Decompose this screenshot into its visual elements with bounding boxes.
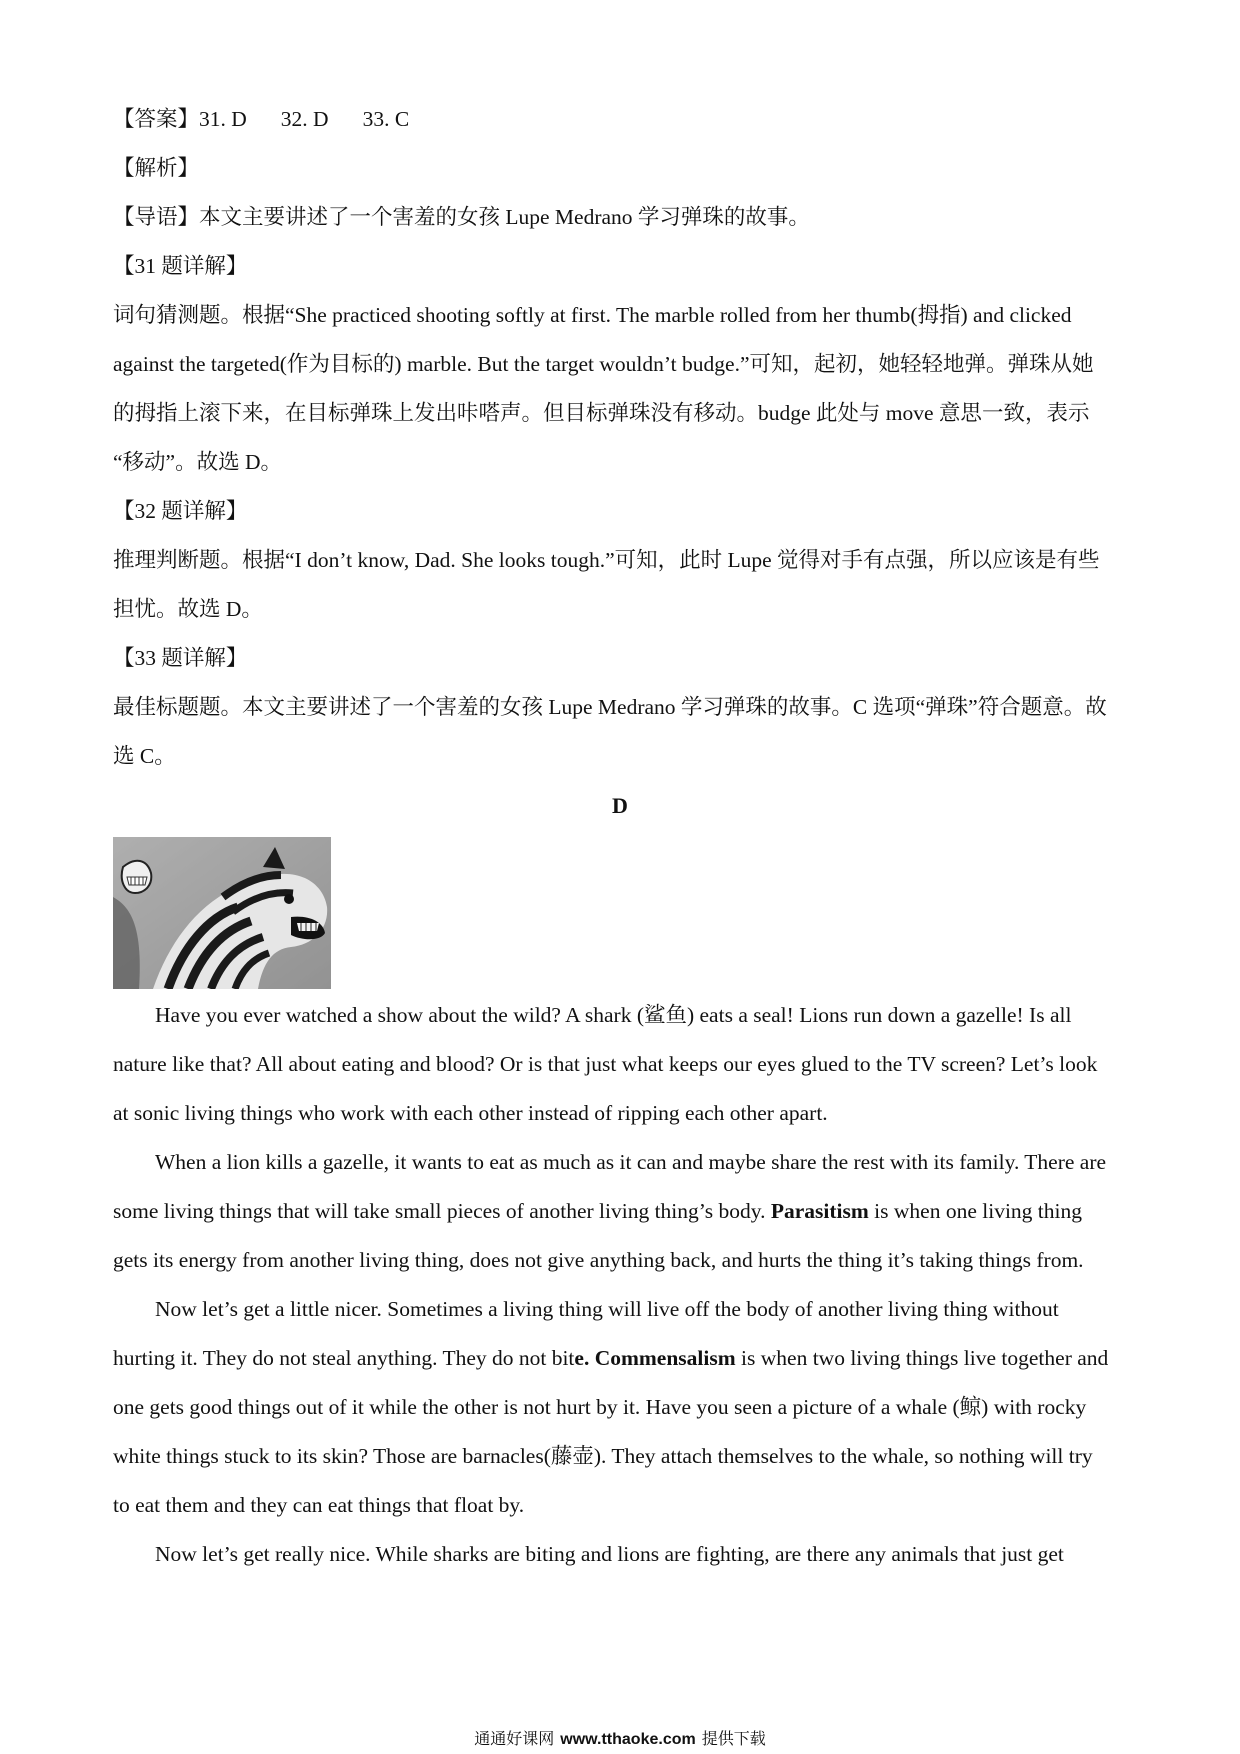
passage-p1-line: nature like that? All about eating and blood? Or is that just what keeps our eyes glued to the TV screen? Let’s look [113, 1052, 1098, 1076]
passage-text: is when one living thing [868, 1199, 1082, 1223]
term-commensalism: e. Commensalism [574, 1346, 736, 1370]
q33-title: 【33 题详解】 [113, 646, 248, 670]
answer-tag: 【答案】 [113, 107, 200, 131]
footer-right: 提供下载 [701, 1731, 766, 1748]
passage-text: is when two living things live together and [735, 1346, 1109, 1370]
answer-31: 31. D [199, 107, 247, 131]
answer-33: 33. C [362, 107, 410, 131]
answer-32: 32. D [280, 107, 329, 131]
q32-line: 推理判断题。根据“I don’t know, Dad. She looks tough.”可知，此时 Lupe 觉得对手有点强，所以应该是有些 [113, 548, 1100, 572]
page-footer [0, 1730, 1240, 1750]
zebra-illustration [113, 837, 331, 989]
document-page [113, 95, 1129, 781]
passage [113, 991, 1129, 1579]
answer-line [113, 95, 1129, 144]
q33-line: 选 C。 [113, 744, 176, 768]
passage-text: hurting it. They do not steal anything. They do not bit [113, 1346, 575, 1370]
term-parasitism: Parasitism [770, 1199, 869, 1223]
passage-p2-line [113, 1187, 1129, 1236]
q31-line: “移动”。故选 D。 [113, 450, 282, 474]
q31-line: against the targeted(作为目标的) marble. But the target wouldn’t budge.”可知，起初，她轻轻地弹。弹珠从她 [113, 352, 1094, 376]
passage-p3-line: one gets good things out of it while the other is not hurt by it. Have you seen a picture of a whale (鲸) with rocky [113, 1395, 1087, 1419]
footer-left: 通通好课网 [474, 1731, 555, 1748]
footer-site-link[interactable]: www.tthaoke.com [560, 1731, 696, 1748]
passage-p1-line: at sonic living things who work with each other instead of ripping each other apart. [113, 1101, 828, 1125]
passage-p1-line: Have you ever watched a show about the wild? A shark (鲨鱼) eats a seal! Lions run down a gazelle! Is all [155, 1003, 1072, 1027]
analysis-tag: 【解析】 [113, 156, 200, 180]
q32-title: 【32 题详解】 [113, 499, 248, 523]
passage-p3-line: to eat them and they can eat things that float by. [113, 1493, 525, 1517]
passage-p3-line: white things stuck to its skin? Those are barnacles(藤壶). They attach themselves to the whale, so nothing will try [113, 1444, 1093, 1468]
q31-line: 词句猜测题。根据“She practiced shooting softly at first. The marble rolled from her thumb(拇指) and clicked [113, 303, 1072, 327]
zebra-photo-icon [113, 837, 331, 989]
q32-line: 担忧。故选 D。 [113, 597, 263, 621]
q31-line: 的拇指上滚下来，在目标弹珠上发出咔嗒声。但目标弹珠没有移动。budge 此处与 move 意思一致，表示 [113, 401, 1090, 425]
section-heading-d: D [612, 793, 628, 818]
passage-p2-line: When a lion kills a gazelle, it wants to eat as much as it can and maybe share the rest with its family. There are [155, 1150, 1107, 1174]
passage-p4-line: Now let’s get really nice. While sharks are biting and lions are fighting, are there any animals that just get [155, 1542, 1064, 1566]
passage-p3-line [113, 1334, 1129, 1383]
passage-text: some living things that will take small pieces of another living thing’s body. [113, 1199, 771, 1223]
intro-line: 【导语】本文主要讲述了一个害羞的女孩 Lupe Medrano 学习弹珠的故事。 [113, 205, 810, 229]
passage-p3-line: Now let’s get a little nicer. Sometimes a living thing will live off the body of another living thing without [155, 1297, 1059, 1321]
q33-line: 最佳标题题。本文主要讲述了一个害羞的女孩 Lupe Medrano 学习弹珠的故事。C 选项“弹珠”符合题意。故 [113, 695, 1107, 719]
q31-title: 【31 题详解】 [113, 254, 248, 278]
passage-p2-line: gets its energy from another living thing, does not give anything back, and hurts the thing it’s taking things from. [113, 1248, 1084, 1272]
